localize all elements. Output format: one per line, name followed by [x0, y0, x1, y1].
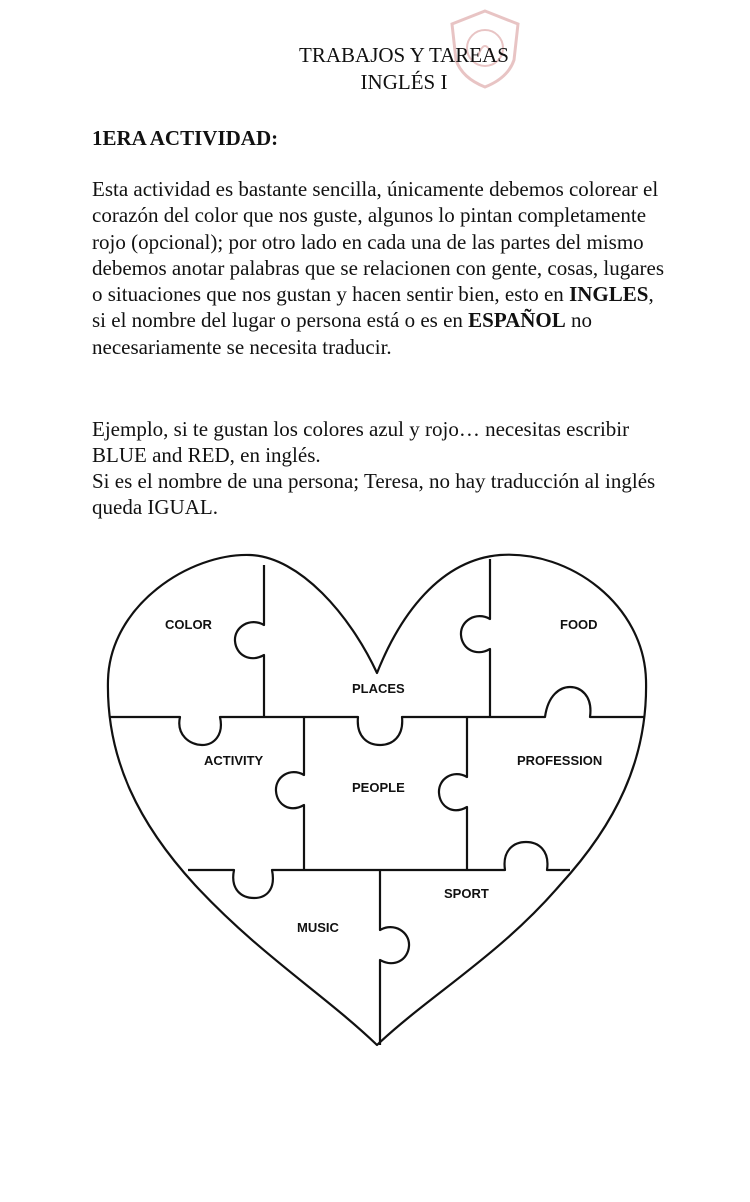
piece-label-color: COLOR	[165, 617, 212, 632]
example-paragraph: Ejemplo, si te gustan los colores azul y rojo… necesitas escribir BLUE and RED, en inglés.	[92, 417, 630, 468]
puzzle-heart-drawing	[100, 545, 660, 1055]
piece-label-places: PLACES	[352, 681, 405, 696]
piece-edge	[380, 870, 409, 1045]
puzzle-heart	[100, 545, 660, 1055]
piece-label-activity: ACTIVITY	[204, 753, 264, 768]
instructions-bold-ingles: INGLES	[569, 282, 649, 307]
instructions-text-2: , si el nombre del lugar o persona está o es en	[92, 282, 654, 333]
instructions-paragraph	[92, 176, 672, 360]
piece-edge	[235, 565, 264, 717]
piece-edge	[276, 717, 304, 870]
instructions-text-1: Esta actividad es bastante sencilla, únicamente debemos colorear el corazón del color que nos guste, algunos lo pintan completamente rojo (opcional); por otro lado en cada una de las partes del mismo debemos anotar palabras que se relacionen con gente, cosas, lugares o situaciones que nos gustan y hacen sentir bien, esto en	[92, 177, 665, 307]
piece-label-profession: PROFESSION	[517, 753, 603, 768]
piece-label-food: FOOD	[560, 617, 598, 632]
piece-edge	[461, 559, 490, 717]
document-title: TRABAJOS Y TAREAS	[299, 43, 509, 67]
instructions-text-3: no necesariamente se necesita traducir.	[92, 308, 593, 359]
name-note-paragraph: Si es el nombre de una persona; Teresa, no hay traducción al inglés queda IGUAL.	[92, 469, 656, 520]
document-header	[0, 42, 750, 96]
piece-label-sport: SPORT	[444, 886, 489, 901]
piece-edge	[439, 717, 467, 870]
instructions-bold-espanol: ESPAÑOL	[468, 308, 566, 333]
activity-title: 1ERA ACTIVIDAD:	[92, 126, 279, 150]
piece-label-music: MUSIC	[297, 920, 339, 935]
document-subtitle: INGLÉS I	[360, 70, 448, 94]
piece-label-people: PEOPLE	[352, 780, 405, 795]
